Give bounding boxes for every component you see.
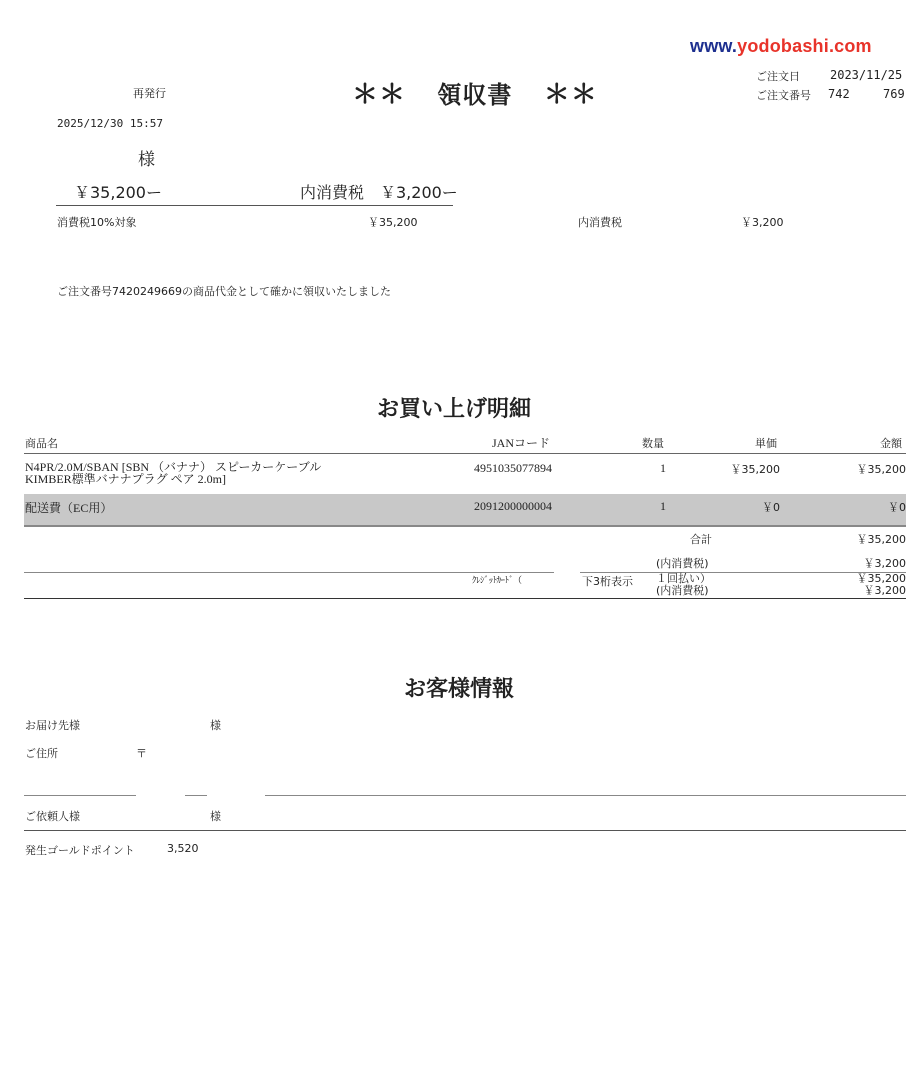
payment-amount-block xyxy=(820,573,906,597)
receipt-statement: ご注文番号7420249669の商品代金として確かに領収いたしました xyxy=(57,285,391,298)
unit-price xyxy=(725,499,780,515)
requester-rule xyxy=(24,830,906,831)
quantity: 1 xyxy=(660,499,666,513)
total-tax-label: (内消費税) xyxy=(656,557,709,570)
inner-tax-amount: ￥3,200 xyxy=(741,216,784,229)
payment-amount: ￥35,200 xyxy=(856,572,906,585)
total-tax-value-text: ￥3,200 xyxy=(863,557,906,570)
payment-card-last-digits: 下3桁表示 xyxy=(582,575,633,588)
order-date-value: 2023/11/25 xyxy=(830,68,903,82)
delivery-label: お届け先様 xyxy=(25,719,80,732)
receipt-title xyxy=(352,74,598,111)
amount-value: ￥35,200 xyxy=(856,463,906,476)
col-product-name: 商品名 xyxy=(25,437,58,450)
payment-installment-block xyxy=(656,573,711,597)
order-number-value-end: 769 xyxy=(883,87,905,101)
product-name-line2: KIMBER標準バナナプラグ ペア 2.0m] xyxy=(25,472,227,486)
total-value-text: ￥35,200 xyxy=(856,533,906,546)
address-rule-seg3 xyxy=(265,795,906,796)
delivery-suffix: 様 xyxy=(210,719,221,732)
title-asterisks-left: ＊＊ xyxy=(352,80,407,110)
payment-method: ｸﾚｼﾞｯﾄｶｰﾄﾞ（ xyxy=(472,576,522,586)
payment-installment: １回払い） xyxy=(656,572,711,585)
jan-code: 4951035077894 xyxy=(474,461,552,475)
amount-underline xyxy=(56,205,453,206)
payment-bottom-rule xyxy=(24,598,906,599)
unit-price-value: ￥35,200 xyxy=(730,463,780,476)
points-value: 3,520 xyxy=(167,842,199,855)
product-name xyxy=(25,461,321,485)
order-number-label: ご注文番号 xyxy=(756,89,811,102)
quantity: 1 xyxy=(660,461,666,475)
yodobashi-logo xyxy=(690,36,872,57)
taxable-amount: ￥35,200 xyxy=(368,216,418,229)
unit-price-value: ￥0 xyxy=(762,501,780,514)
address-rule-seg2 xyxy=(185,795,207,796)
details-heading: お買い上げ明細 xyxy=(377,397,532,422)
product-name-line1: N4PR/2.0M/SBAN [SBN （バナナ） スピーカーケーブル xyxy=(25,460,322,474)
logo-brand: yodobashi.com xyxy=(737,36,872,56)
addressee-suffix: 様 xyxy=(138,150,155,170)
receipt-tax-label: 内消費税 xyxy=(300,183,365,202)
taxable-label: 消費税10%対象 xyxy=(57,216,137,229)
address-label: ご住所 xyxy=(25,747,58,760)
total-value xyxy=(820,531,906,547)
address-postal-mark: 〒 xyxy=(136,747,147,760)
title-main: 領収書 xyxy=(437,81,513,109)
receipt-tax-amount: ￥3,200ー xyxy=(380,183,458,202)
requester-label: ご依頼人様 xyxy=(25,810,80,823)
payment-tax-value: ￥3,200 xyxy=(863,584,906,597)
points-label: 発生ゴールドポイント xyxy=(25,844,135,857)
amount-value: ￥0 xyxy=(888,501,906,514)
col-unit-price: 単価 xyxy=(755,437,777,450)
col-amount: 金額 xyxy=(880,437,902,450)
logo-www: www. xyxy=(690,36,738,56)
order-number-value-start: 742 xyxy=(828,87,850,101)
col-quantity: 数量 xyxy=(642,437,664,450)
product-name: 配送費（EC用） xyxy=(25,501,113,515)
order-date-label: ご注文日 xyxy=(756,70,800,83)
inner-tax-label: 内消費税 xyxy=(578,216,622,229)
rows-bottom-rule xyxy=(24,525,906,527)
total-tax-value xyxy=(820,555,906,571)
receipt-total-amount: ￥35,200ー xyxy=(74,183,162,202)
payment-tax-label: (内消費税) xyxy=(656,584,709,597)
title-asterisks-right: ＊＊ xyxy=(543,80,598,110)
requester-suffix: 様 xyxy=(210,810,221,823)
amount xyxy=(840,461,906,477)
jan-code: 2091200000004 xyxy=(474,499,552,513)
amount xyxy=(840,499,906,515)
customer-heading: お客様情報 xyxy=(404,677,515,702)
header-rule xyxy=(24,453,906,454)
total-label: 合計 xyxy=(690,533,712,546)
col-jan-code: JANコード xyxy=(492,436,551,450)
address-rule-seg1 xyxy=(24,795,136,796)
reissue-label: 再発行 xyxy=(133,87,166,100)
issued-datetime: 2025/12/30 15:57 xyxy=(57,117,163,130)
unit-price xyxy=(725,461,780,477)
